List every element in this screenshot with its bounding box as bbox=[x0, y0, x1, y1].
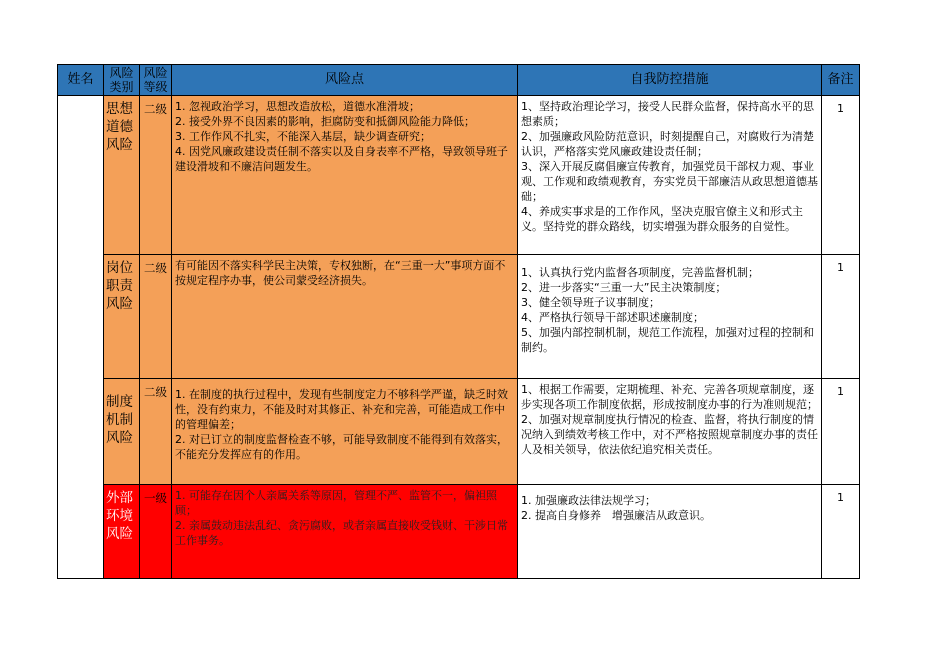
control-measures bbox=[518, 96, 822, 255]
risk-table bbox=[57, 64, 860, 579]
measure-line: 2、进一步落实“三重一大”民主决策制度； bbox=[521, 281, 727, 294]
risk-category: 思想道德风险 bbox=[104, 96, 140, 255]
measure-line: 1、认真执行党内监督各项制度，完善监督机制； bbox=[521, 266, 759, 279]
control-measures bbox=[518, 485, 822, 579]
table-row bbox=[58, 379, 860, 485]
measure-line: 5、加强内部控制机制，规范工作流程，加强对过程的控制和制约。 bbox=[521, 326, 814, 354]
risk-line: 4. 因党风廉政建设责任制不落实以及自身表率不严格，导致领导班子建设滑坡和不廉洁问题发生。 bbox=[175, 145, 508, 173]
name-cell bbox=[58, 96, 104, 579]
measure-line: 1、根据工作需要，定期梳理、补充、完善各项规章制度，逐步实现各项工作制度依据，形成按制度办事的行为准则规范； bbox=[521, 383, 818, 411]
risk-level: 二级 bbox=[140, 255, 172, 379]
risk-points bbox=[172, 96, 518, 255]
risk-points bbox=[172, 379, 518, 485]
risk-category: 制度机制风险 bbox=[104, 379, 140, 485]
note-cell: 1 bbox=[822, 379, 860, 485]
note-cell: 1 bbox=[822, 96, 860, 255]
measure-line: 2、加强廉政风险防范意识，时刻提醒自己，对腐败行为清楚认识，严格落实党风廉政建设责任制； bbox=[521, 130, 814, 158]
measure-line: 4、养成实事求是的工作作风，坚决克服官僚主义和形式主义。坚持党的群众路线，切实增强为群众服务的自觉性。 bbox=[521, 205, 803, 233]
control-measures bbox=[518, 255, 822, 379]
risk-level: 二级 bbox=[140, 379, 172, 485]
measure-line: 2、加强对规章制度执行情况的检查、监督，将执行制度的情况纳入到绩效考核工作中，对不严格按照规章制度办事的责任人及相关领导，依法依纪追究相关责任。 bbox=[521, 413, 818, 456]
header-row bbox=[58, 65, 860, 96]
risk-level: 二级 bbox=[140, 96, 172, 255]
table-row bbox=[58, 255, 860, 379]
control-measures bbox=[518, 379, 822, 485]
risk-line: 3. 工作作风不扎实，不能深入基层，缺少调查研究； bbox=[175, 130, 431, 143]
risk-line: 有可能因不落实科学民主决策，专权独断，在“三重一大”事项方面不按规定程序办事，使公司蒙受经济损失。 bbox=[175, 259, 506, 287]
measure-line: 3、深入开展反腐倡廉宣传教育，加强党员干部权力观、事业观、工作观和政绩观教育，夯实党员干部廉洁从政思想道德基础； bbox=[521, 160, 818, 203]
risk-line: 1. 在制度的执行过程中，发现有些制度定力不够科学严谨，缺乏时效性，没有约束力，不能及时对其修正、补充和完善，可能造成工作中的管理偏差； bbox=[175, 388, 508, 431]
measure-line: 2. 提高自身修养 增强廉洁从政意识。 bbox=[521, 509, 711, 522]
measure-line: 3、健全领导班子议事制度； bbox=[521, 296, 660, 309]
risk-line: 1. 忽视政治学习，思想改造放松，道德水准滑坡； bbox=[175, 100, 420, 113]
header-note: 备注 bbox=[822, 65, 860, 96]
risk-points bbox=[172, 255, 518, 379]
header-measures: 自我防控措施 bbox=[518, 65, 822, 96]
table-row bbox=[58, 96, 860, 255]
risk-level: 一级 bbox=[140, 485, 172, 579]
note-cell: 1 bbox=[822, 485, 860, 579]
note-cell: 1 bbox=[822, 255, 860, 379]
header-name: 姓名 bbox=[58, 65, 104, 96]
risk-line: 2. 对已订立的制度监督检查不够，可能导致制度不能得到有效落实，不能充分发挥应有的作用。 bbox=[175, 433, 508, 461]
header-category: 风险类别 bbox=[104, 65, 140, 96]
table-row bbox=[58, 485, 860, 579]
risk-points bbox=[172, 485, 518, 579]
risk-line: 2. 接受外界不良因素的影响，拒腐防变和抵御风险能力降低； bbox=[175, 115, 475, 128]
risk-category: 岗位职责风险 bbox=[104, 255, 140, 379]
risk-line: 2. 亲属鼓动违法乱纪、贪污腐败，或者亲属直接收受钱财、干涉日常工作事务。 bbox=[175, 519, 508, 547]
measure-line: 4、严格执行领导干部述职述廉制度； bbox=[521, 311, 704, 324]
header-level: 风险等级 bbox=[140, 65, 172, 96]
risk-category: 外部环境风险 bbox=[104, 485, 140, 579]
risk-line: 1. 可能存在因个人亲属关系等原因，管理不严、监管不一，偏袒照顾； bbox=[175, 489, 497, 517]
measure-line: 1、坚持政治理论学习，接受人民群众监督，保持高水平的思想素质； bbox=[521, 100, 814, 128]
header-risk: 风险点 bbox=[172, 65, 518, 96]
measure-line: 1. 加强廉政法律法规学习； bbox=[521, 494, 656, 507]
